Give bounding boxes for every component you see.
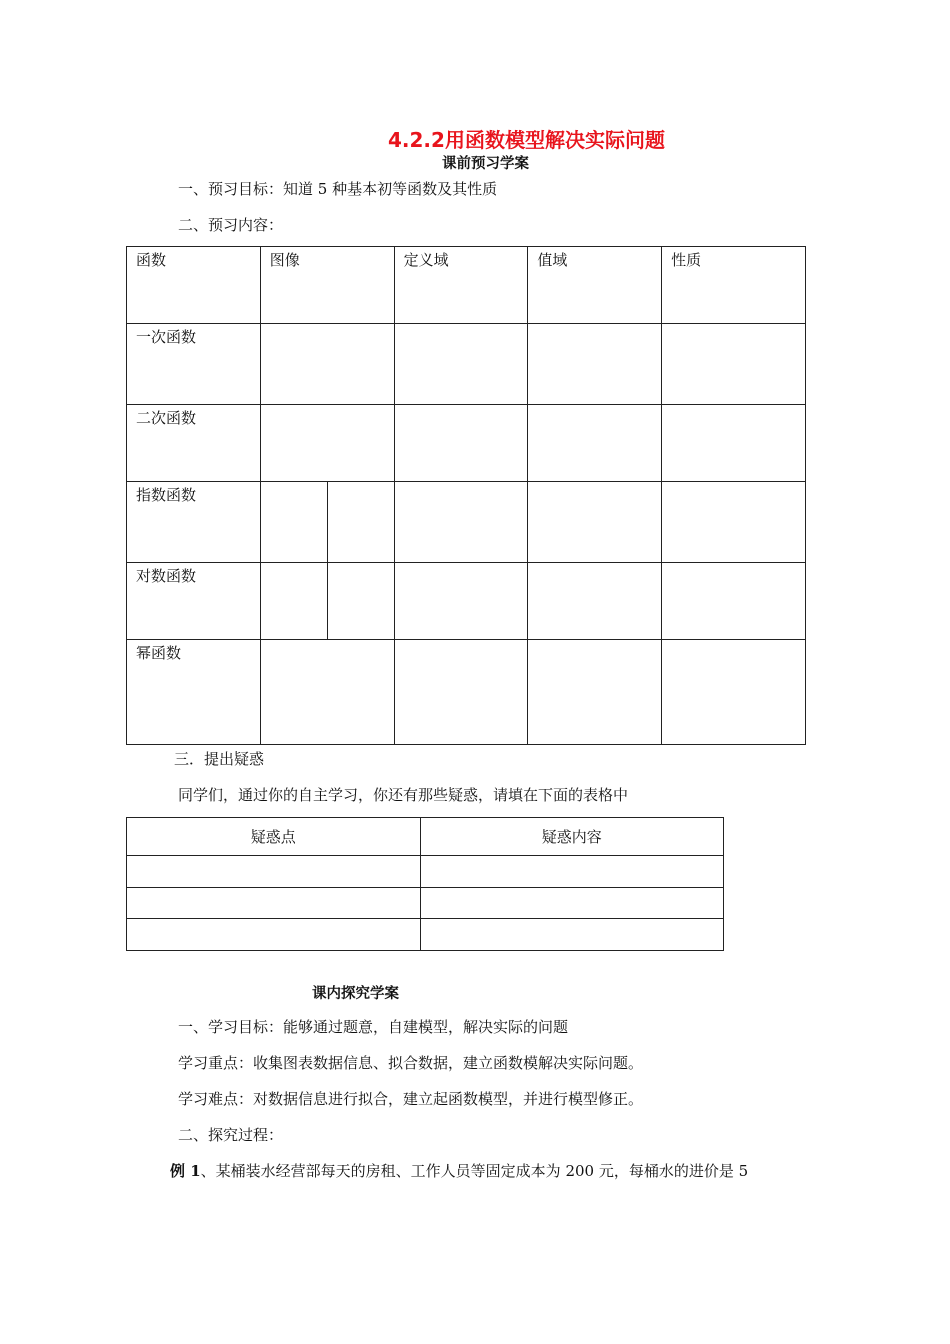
- inclass-heading: 课内探究学案: [312, 986, 399, 1002]
- blank-cell: [260, 324, 394, 405]
- process-label: 二、探究过程：: [178, 1126, 284, 1144]
- preview-goal: 一、预习目标：知道 5 种基本初等函数及其性质: [178, 180, 498, 198]
- function-table: [126, 246, 806, 745]
- blank-cell[interactable]: [420, 856, 724, 888]
- blank-cell: [662, 563, 806, 640]
- blank-cell[interactable]: [420, 888, 724, 919]
- blank-cell: [394, 324, 528, 405]
- header-cell: 图像: [260, 247, 394, 324]
- example-1: [170, 1160, 748, 1181]
- header-cell: 定义域: [394, 247, 528, 324]
- doubt-table: [126, 817, 724, 951]
- preview-heading: 课前预习学案: [442, 156, 529, 172]
- blank-cell: [528, 640, 662, 745]
- blank-cell: [327, 482, 394, 563]
- doubts-intro: 同学们，通过你的自主学习，你还有那些疑惑，请填在下面的表格中: [178, 786, 629, 804]
- blank-cell[interactable]: [127, 856, 421, 888]
- example-text: 、某桶装水经营部每天的房租、工作人员等固定成本为 200 元，每桶水的进价是 5: [200, 1162, 749, 1180]
- blank-cell: [394, 482, 528, 563]
- row-label-linear: 一次函数: [127, 324, 261, 405]
- blank-cell: [260, 563, 327, 640]
- inclass-goal: 一、学习目标：能够通过题意，自建模型，解决实际的问题: [178, 1018, 569, 1036]
- blank-cell: [394, 563, 528, 640]
- page-title: 4.2.2用函数模型解决实际问题: [388, 128, 665, 152]
- blank-cell: [394, 640, 528, 745]
- blank-cell: [662, 482, 806, 563]
- example-label: 例 1: [170, 1162, 201, 1180]
- blank-cell[interactable]: [127, 888, 421, 919]
- blank-cell: [528, 324, 662, 405]
- header-cell: 值域: [528, 247, 662, 324]
- blank-cell: [260, 482, 327, 563]
- preview-content-label: 二、预习内容：: [178, 216, 284, 234]
- blank-cell[interactable]: [420, 919, 724, 951]
- blank-cell: [260, 640, 394, 745]
- blank-cell: [662, 640, 806, 745]
- blank-cell[interactable]: [127, 919, 421, 951]
- doubt-header-content: 疑惑内容: [420, 818, 724, 856]
- row-label-quadratic: 二次函数: [127, 405, 261, 482]
- blank-cell: [662, 324, 806, 405]
- blank-cell: [662, 405, 806, 482]
- doubt-header-point: 疑惑点: [127, 818, 421, 856]
- blank-cell: [528, 405, 662, 482]
- blank-cell: [327, 563, 394, 640]
- difficulty: 学习难点：对数据信息进行拟合，建立起函数模型，并进行模型修正。: [178, 1090, 644, 1108]
- blank-cell: [394, 405, 528, 482]
- blank-cell: [528, 482, 662, 563]
- blank-cell: [260, 405, 394, 482]
- key-point: 学习重点：收集图表数据信息、拟合数据，建立函数模解决实际问题。: [178, 1054, 644, 1072]
- row-label-exponential: 指数函数: [127, 482, 261, 563]
- blank-cell: [528, 563, 662, 640]
- header-cell: 函数: [127, 247, 261, 324]
- header-cell: 性质: [662, 247, 806, 324]
- doubts-label: 三．提出疑惑: [174, 750, 265, 768]
- row-label-power: 幂函数: [127, 640, 261, 745]
- row-label-logarithmic: 对数函数: [127, 563, 261, 640]
